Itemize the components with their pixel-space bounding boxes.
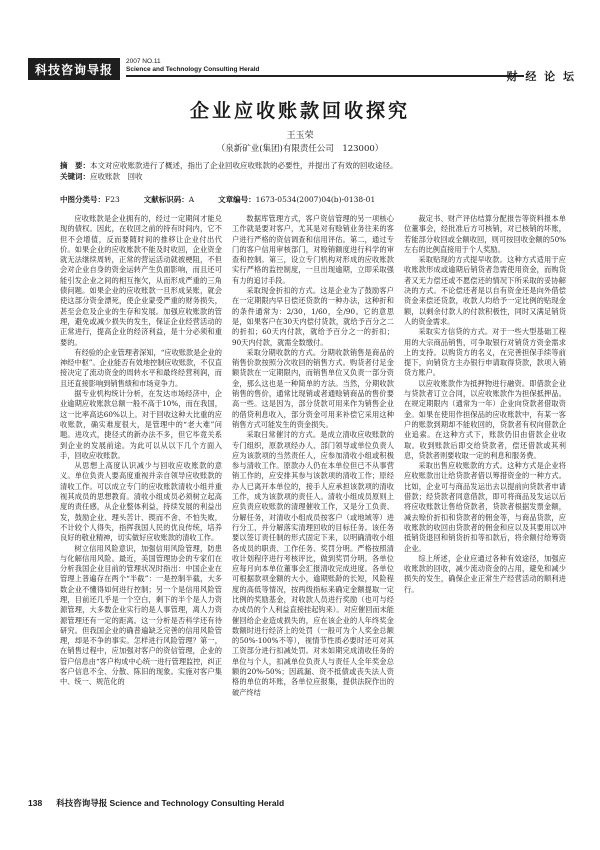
paragraph: 采取出售应收账款的方式。这种方式是企业将应收账款出让给贷款者借以筹措资金的一种方式。比如，企业可与商品发运出去以提前向贷款者申请借款；经贷款者同意借款，即可将商品及发运以后将应收账款让售给贷款者，贷款者根据发票金额，减去赊价折扣和贷款者的佣金等，与商品货款，应收账款的收回由贷款者的佣金和应以及其要用以冲抵销货退回和销货折扣等扣款后，将余额付给筹资企业。 xyxy=(404,461,566,553)
article-number: 文章编号：1673-0534(2007)04(b)-0138-01 xyxy=(218,195,376,204)
paragraph: 采取现金折扣的方式。这是企业为了鼓励客户在一定期限内早日偿还货款的一种办法，这种折和的条件通常为：2/30，1/60，全/90。它的意思是，如果客户在30天内偿付货款，就给予百分之二的折扣；60天内付款，就给予百分之一的折扣；90天内付款，就需全数缴付。 xyxy=(232,286,394,347)
abstract-block xyxy=(60,160,540,182)
paragraph: 采取实方信贷的方式。对于一些大型基础工程用的大宗商品销售，可争取银行对销货方资金需求上的支持。以购货方的名义，在完善担保手续等前提下，向销货方主办银行申请取得贷款，款项入销货方账户。 xyxy=(404,327,566,378)
issue-info xyxy=(126,58,260,74)
author-affiliation: （泉新矿业(集团)有限责任公司 123000） xyxy=(216,144,384,154)
abstract-label: 摘 要： xyxy=(60,161,90,170)
abstract xyxy=(60,160,540,171)
paragraph: 采取日常催讨的方式。是成立清收应收账款的专门组织，原款项经办人、部门领导或单位负责人应为该款项的当然责任人，应参加清收小组或积极参与清收工作。原款办人仍在本单位但已不从事营销工作的，应安排其参与该款项的清收工作；原经办人已离开本单位的，接手人应承担该款项的清收工作，成为该款项的责任人。清收小组成员原则上应负责应收账款的清理催收工作，又是分工负责、分解任务，对清收小组成员按客户（或地域等）进行分工，并分解落实清理回收的目标任务。该任务要以签订责任制的形式固定下来，以明确清收小组各成员的职责、工作任务、奖罚分明。严格按照清收计划程序进行考核评比，做到奖罚分明。各单位应每月向本单位董事会汇报清收完成进度。各单位可根据款项金额的大小，逾期账龄的长短，风险程度的高低等情况，按两级指标来确定金额提取一定比例的奖励基金，对收款人员进行奖励（也可与经办成员的个人利益直接挂起钩来）。对应催回而未能催回给企业造成损失的，应在该企业的人年终奖金数额时进行经济上的处罚（一般可为个人奖金总额的50%-100%不等），视情节性质必要时还可对其工资部分进行扣减处罚。对未如期完成清收任务的单位与个人，扣减单位负责人与责任人全年奖金总额的20%-50%；因疏漏、资不抵债或丧失法人资格的单位的坏账，各单位应报集，提供法院作出的破产终结 xyxy=(232,430,394,697)
classification-row xyxy=(60,194,540,205)
keywords xyxy=(60,171,540,182)
page-header xyxy=(28,58,576,84)
keywords-text: 应收账款 回收 xyxy=(90,172,143,181)
page-footer xyxy=(28,797,576,809)
body-column-1 xyxy=(60,214,222,782)
paragraph: 树立信用风险意识，加强信用风险管理，防患与化解信用风险。最近，美国管理协会的专家们在分析我国企业目前的管理状况时指出：中国企业在管理上普遍存在两个“半截”：一是控制半截，大多数企业不懂得如何进行控制；另一个是信用风险管理，目前还几乎是一个空白，剩下的半个是人力资源管理，大多数企业实行的是人事管理，离人力资源管理还有一定的距离。这一分析是否科学还有待研究。但我国企业的确普遍缺乏完善的信用风险管理，却是不争的事实。怎样进行风险管理？第一，在销售过程中，应加强对客户的资信管理，企业的管户信息由“客户构成中心统一进行管理监控，纠正客户信息不全、分散、陈旧的现象。实施对客户集中、统一、规范化的 xyxy=(60,543,222,687)
journal-logo: 科技咨询导报 xyxy=(28,58,120,80)
abstract-text: 本文对应收账款进行了概述，指出了企业回收应收账款的必要性，并提出了有效的回收途径。 xyxy=(90,161,398,170)
body-column-2 xyxy=(232,214,394,782)
keywords-label: 关键词： xyxy=(60,172,90,181)
paragraph: 采取贴现的方式提早收款。这种方式适用于应收账款形成或逾期后销货者急需使用资金，而购货者又无力偿还或不愿偿还的情况下所采取的妥协解决的方式。不论偿还者是以自有资金还是向外借偿资金来偿还货款，收款人均给予一定比例的贴现金额，以剩余付款人的付款积极性，同时又满足销货人的资金需求。 xyxy=(404,255,566,326)
journal-english-name: Science and Technology Consulting Herald xyxy=(126,66,260,73)
document-code: 文献标识码：A xyxy=(143,195,195,204)
paragraph: 据专业机构统计分析，在发达市场经济中，企业逾期应收账款总额一般不高于10%，而在我国，这一比率高达60%以上。对于回收这种大比重的应收账款，确实难度很大，是管理中的“老大难”问题。进攻式，捷径式的新办法不多，但它毕竟关系到企业的发展前途。为此可以从以下几个方面入手，回收应收账款。 xyxy=(60,389,222,460)
paragraph: 数据库管理方式，客户资信管理的另一项核心工作就是要对客户，尤其是对有赊销业务往来的客户进行严格的资信调查和信用评估。第二，通过专门的客户信用审核部门，对赊销额度进行科学的审查和控制。第三，设立专门机构对形成的应收账款实行严格的监控制度，一旦出现逾期，立即采取强有力的追讨手段。 xyxy=(232,214,394,285)
footer-journal-name: 科技咨询导报 Science and Technology Consulting Herald xyxy=(56,798,285,808)
paragraph: 综上所述，企业应通过各种有效途径，加强应收账款的回收，减少流动资金的占用，避免和减少损失的发生，确保企业正常生产经营活动的顺利进行。 xyxy=(404,553,566,594)
paragraph: 从思想上高度认识减少与回收应收账款的意义。单位负责人要高度重视并亲自领导应收账款的清收工作。可以成立专门的应收账款清收小组并重视其成员的思想教育。清收小组成员必须树立起高度的责任感，从企业整体利益，持续发展的利益出发，鼓励企业、理头苦计、锲而不舍、不怕失败，不计较个人得失，指挥我国人民的优良传统，培养良好的敬业精神，切实做好应收账款的清收工作。 xyxy=(60,461,222,543)
paragraph: 裁定书、财产评估结算分配报告等资料报本单位董事会，经批准后方可核销，对已核销的坏账，若能部分收回或全额收回，则可按回收金额的50%左右的比例直接用于个人奖励。 xyxy=(404,214,566,254)
article-author: 王玉荣 xyxy=(286,131,314,141)
header-divider xyxy=(126,75,524,77)
paragraph: 应收账款是企业拥有的，经过一定期间才能兑现的债权。因此，在收回之前的持有时间内，它不但不会增值，反而要随时间的推移让企业付出代价。如果企业的应收账款不能及时收回，企业资金就无法继续周转，正常的营运活动就被梗阻，不但会对企业自身的资金运转产生负面影响，而且还可能引发企业之间的相互拖欠，从而形成严重的三角债问题。如果企业的应收账款一旦形成呆账，就会使这部分资金漂死，使企业蒙受严重的财务损失，甚至会危及企业的生存和发展。加强应收账款的管理，避免或减少损失的发生，保证企业经营活动的正常进行，提高企业的经济利益，是十分必须和重要的。 xyxy=(60,214,222,347)
section-label: 财 经 论 坛 xyxy=(506,70,576,83)
paragraph: 以应收账款作为抵押物进行融资。即借款企业与贷款者订立合同，以应收账款作为担保抵押品。在规定期限内（通常为一年）企业向贷款者借取资金。如果在使用作担保品的应收账款中，有某一客户的账款到期却不能收回的，贷款者有权向借款企业追索。在这种方式下，账款仍旧由借款企业收取。收到账款后即交给贷款者，偿还借款或其利息，贷款者则要收取一定的利息和服务费。 xyxy=(404,378,566,460)
article-title: 企业应收账款回收探究 xyxy=(189,100,410,122)
body-column-3 xyxy=(404,214,566,782)
clc-code: 中图分类号：F23 xyxy=(60,195,120,204)
paragraph: 有经验的企业管理者深知，“应收账款是企业的神经中枢”。企业能否有效地控制应收账款，不仅直接决定了流动资金的周转水平和最终经营利润，而且还直接影响到销售绩和市场竞争力。 xyxy=(60,347,222,388)
issue-number: 2007 NO.11 xyxy=(126,58,161,65)
page-number: 138 xyxy=(28,798,43,808)
paragraph: 采取分期收款的方式。分期收款销售是商品的销售价款按照分次收回的销售方式。购货者付足金额货款在一定期限内，而销售单位又负责一部分资金，那么这也是一种简单的方法。当然，分期收款销售的售价，通常比现销或者通赊销商品的售价要高一些。这是因为，部分货款可用来作为销售企业的借贷利息收入，部分资金可用来补偿它采用这种销售方式可能发生的资金损失。 xyxy=(232,347,394,429)
